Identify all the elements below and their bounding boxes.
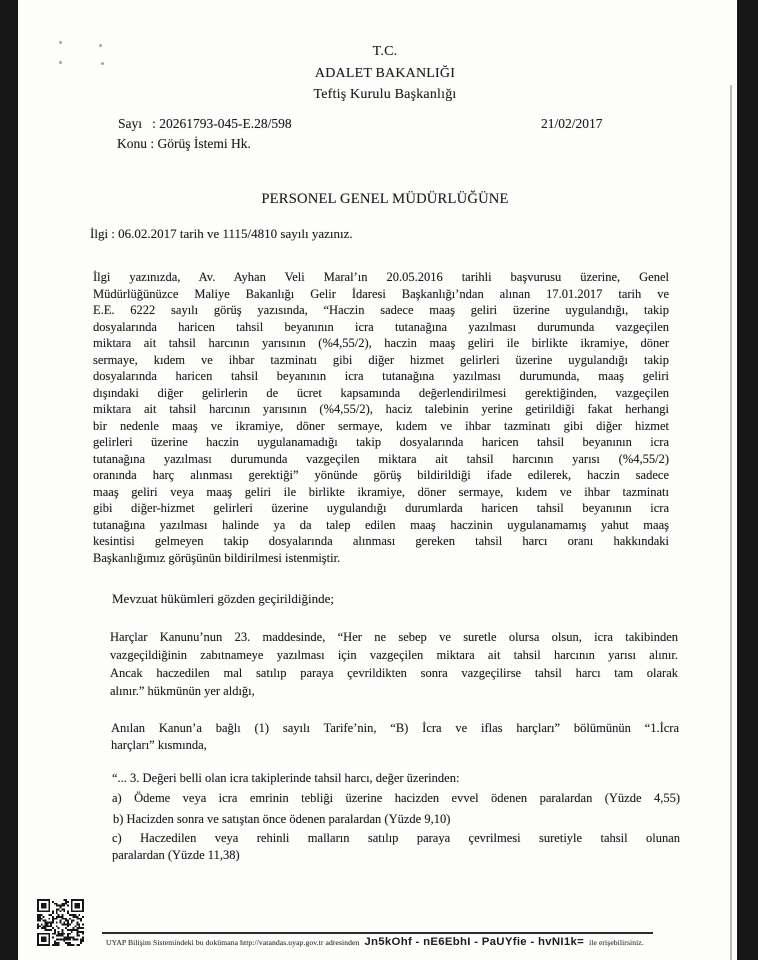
document-number-line: Sayı : 20261793-045-E.28/598 xyxy=(118,116,292,131)
text-line: sermaye, kıdem ve ihbar tazminatı gibi diğer hizmet gelirleri üzerine uygulandığı takip xyxy=(93,352,669,367)
tariff-item-b: b) Hacizden sonra ve satıştan önce ödenen paralardan (Yüzde 9,10) xyxy=(113,812,451,826)
body-paragraph-harclar-kanunu xyxy=(110,628,678,700)
tariff-item-a: a) Ödeme veya icra emrinin tebliği üzerine hacizden evvel ödenen paralardan (Yüzde 4,55) xyxy=(112,791,680,805)
text-line: Müdürlüğünüzce Maliye Bakanlığı Gelir İdaresi Başkanlığı’ndan alınan 17.01.2017 tarih ve xyxy=(93,286,669,301)
text-line: maaş geliri veya maaş geliri ile birlikte ikramiye, döner sermaye, kıdem ve ihbar tazminatı xyxy=(93,484,669,499)
text-line: miktara ait tahsil harcının yarısının (%4,55/2), haczin maaş geliri ile birlikte ikramiye, döner xyxy=(93,336,669,350)
text-line: Harçlar Kanunu’nun 23. maddesinde, “Her ne sebep ve suretle olursa olsun, icra takibinden xyxy=(110,630,678,644)
text-line: bir nedenle maaş ve ikramiye, döner sermaye, kıdem ve ihbar tazminatı gibi diğer hizmet xyxy=(93,418,669,433)
letterhead-ministry-line: ADALET BAKANLIĞI xyxy=(314,65,456,81)
qr-code-image xyxy=(37,899,84,946)
subject-line: Konu : Görüş İstemi Hk. xyxy=(117,136,251,151)
document-date: 21/02/2017 xyxy=(541,116,603,131)
reference-line: İlgi : 06.02.2017 tarih ve 1115/4810 sayılı yazınız. xyxy=(90,226,353,241)
letterhead-republic-line: T.C. xyxy=(372,44,398,59)
scan-speck xyxy=(59,61,62,64)
text-line: dışındaki diğer gelirlerin de ücret kapsamında değerlendirilmesi gerektiğinden, vazgeçilen xyxy=(93,385,669,400)
letterhead-department-line: Teftiş Kurulu Başkanlığı xyxy=(313,87,457,102)
body-paragraph-mevzuat: Mevzuat hükümleri gözden geçirildiğinde; xyxy=(112,591,335,606)
footer-access-line xyxy=(106,936,666,948)
text-line: dosyalarında haricen tahsil beyanının icra tutanağına yazılması durumunda, maaş geliri xyxy=(93,369,669,383)
text-line: Başkanlığımız görüşünün bildirilmesi istenmiştir. xyxy=(93,550,341,565)
tariff-intro-line: “... 3. Değeri belli olan icra takiplerinde tahsil harcı, değer üzerinden: xyxy=(112,771,460,785)
text-line: harçları” kısmında, xyxy=(111,738,207,752)
recipient-line: PERSONEL GENEL MÜDÜRLÜĞÜNE xyxy=(261,191,509,207)
scan-edge-left xyxy=(0,0,18,960)
text-line: gibi diğer-hizmet gelirleri üzerine uygulandığı durumlarda haricen tahsil beyanının icra xyxy=(93,501,669,515)
text-line: İlgi yazınızda, Av. Ayhan Veli Maral’ın 20.05.2016 tarihli başvurusu üzerine, Genel xyxy=(93,270,669,284)
text-line: tutanağına yazılması durumunda vazgeçilen miktara ait tahsil harcının yarısı (%4,55/2) xyxy=(93,451,669,466)
text-line: E.E. 6222 sayılı görüş yazısında, “Haczin sadece maaş geliri üzerine uygulandığı, takip xyxy=(93,303,669,317)
text-line: alınır.” hükmünün yer aldığı, xyxy=(110,684,255,698)
text-line: paralardan (Yüzde 11,38) xyxy=(112,847,240,862)
body-paragraph-tarife xyxy=(111,720,679,754)
text-line: Ancak haczedilen mal satılıp paraya çevrildikten sonra vazgeçilirse tahsil harcı tam olarak xyxy=(110,666,678,680)
footer-rule xyxy=(102,932,653,934)
text-line: miktara ait tahsil harcının yarısının (%4,55/2), haciz talebinin yerine getirildiği fakat herhangi xyxy=(93,402,669,416)
footer-access-suffix: ile erişebilirsiniz. xyxy=(589,938,644,947)
qr-code xyxy=(37,899,84,946)
scan-fold-line xyxy=(730,85,732,960)
text-line: tutanağına yazılması halinde ya da talep edilen maaş haczinin uygulanamamış yahut maaş xyxy=(93,517,669,532)
body-paragraph-main xyxy=(93,269,669,566)
letterhead xyxy=(90,41,680,106)
text-line: kesintisi gelmeyen takip dosyalarında alınması gereken tahsil harcı oranı hakkındaki xyxy=(93,534,669,548)
footer-access-prefix: UYAP Bilişim Sistemindeki bu dokümana http://vatandas.uyap.gov.tr adresinden xyxy=(106,938,360,947)
text-line: oranında harç alınması gerektiği” yönünde görüş bildirildiği ifade edilerek, haczin sadece xyxy=(93,468,669,482)
text-line: gelirleri üzerine haczin uygulanamadığı takip dosyalarında haricen tahsil beyanının icra xyxy=(93,435,669,449)
text-line: Anılan Kanun’a bağlı (1) sayılı Tarife’nin, “B) İcra ve iflas harçları” bölümünün “1.İcra xyxy=(111,721,679,735)
scan-edge-right xyxy=(737,0,758,960)
text-line: dosyalarında haricen tahsil beyanının icra tutanağına yazılması durumunda vazgeçilen xyxy=(93,319,669,334)
scan-speck xyxy=(59,41,62,44)
tariff-item-c xyxy=(112,830,680,863)
footer-access-code: Jn5kOhf - nE6EbhI - PaUYfie - hvNI1k= xyxy=(364,936,585,948)
text-line: vazgeçildiğinin zabıtnameye yazılması için vazgeçilen miktara ait tahsil harcının yarısı alınır. xyxy=(110,648,678,662)
text-line: c) Haczedilen veya rehinli malların satılıp paraya çevrilmesi suretiyle tahsil olunan xyxy=(112,831,680,845)
